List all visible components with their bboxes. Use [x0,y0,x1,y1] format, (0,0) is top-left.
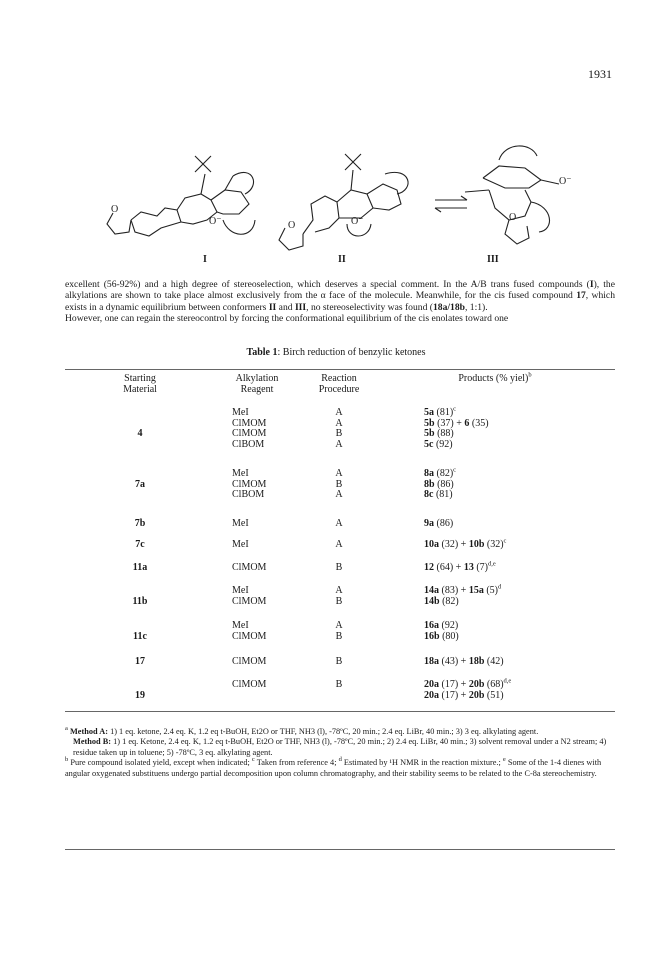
structure-II [279,154,408,250]
reagent-cell: MeI [232,585,249,596]
reagent-cell: ClMOM [232,562,267,573]
footnote-method-a: $^a$ Method A: 1) 1 eq. ketone, 2.4 eq. K, 1.2 eq t-BuOH, Et2O or THF, NH3 (l), -78ºC, 20 min.; 2.4 eq. LiBr, 40 min.; 3) 3 eq. alkylating agent. [65,725,539,736]
starting-material-cell: 11a [132,562,148,573]
yield-value: (51) [484,689,504,701]
conformer-structures-drawing [85,128,595,270]
procedure-cell: A [335,438,343,450]
yield-value: (32) [484,539,504,550]
starting-material-cell: 7a [135,478,145,490]
procedure-cell: B [335,478,343,490]
compound-number: 6 [464,417,470,429]
structure-III [465,146,559,244]
footnote-mark: d [497,583,502,591]
products-cell [424,440,453,451]
compound-number: 8a [424,468,434,479]
compound-number: 20a [424,679,439,690]
structure-I [107,156,255,236]
compound-number: 15a [468,585,484,596]
footnote-method-b: Method B: 1) 1 eq. Ketone, 2.4 eq. K, 1.2 eq t-BuOH, Et2O or THF, NH3 (l), -78ºC, 20 min.; 2) 2.4 eq. LiBr, 40 min.; 3) solvent removal under a N2 stream; 4) residue taken up in toluene; 5) -78ºC, 3 eq. alkylating agent. [73,737,607,757]
compound-number: 10b [468,539,485,550]
conformer-figure [85,128,595,270]
procedure-cell: A [335,539,343,550]
compound-number: 20b [468,679,485,690]
compound-number: 20b [468,689,485,701]
header-alkylation-reagent: Alkylation Reagent [235,373,279,395]
atom-label-o: O [111,204,119,215]
starting-material-cell: 4 [137,428,143,440]
products-cell [424,519,453,530]
compound-number: 14b [424,595,440,607]
starting-material-cell: 11b [132,595,148,607]
table-top-rule [65,369,615,370]
procedure-cell: A [335,585,343,596]
compound-number: 18b [468,656,485,667]
table-footnotes [65,727,615,779]
page-number: 1931 [588,67,612,81]
yield-value: (81) [434,407,454,418]
yield-value: (92) [439,620,459,631]
atom-label-o-minus: O⁻ [559,176,572,187]
header-products: Products (% yiel)$^b$ [458,371,532,384]
procedure-cell: B [335,595,343,607]
reagent-cell: ClMOM [232,679,267,690]
atom-label-o-minus: O⁻ [351,216,364,227]
reagent-cell: ClMOM [232,478,267,490]
atom-label-o: O [288,220,296,231]
yield-value: (42) [484,656,504,667]
reagent-cell: ClBOM [232,438,265,450]
compound-number: 20a [424,689,439,701]
procedure-cell: A [335,468,343,479]
footnote-mark: c [453,405,457,413]
procedure-cell: B [335,656,343,667]
starting-material-cell: 17 [135,656,145,667]
procedure-cell: A [335,489,343,501]
procedure-cell: B [335,428,343,440]
compound-number: 14a [424,585,439,596]
yield-value: (17) + [439,689,469,701]
yield-value: (82) [434,468,454,479]
yield-value: (86) [434,518,454,529]
body-paragraph: excellent (56-92%) and a high degree of stereoselection, which deserves a special comment. In the A/B trans fused compounds (I), the alkylations are shown to take place almost exclusively from the α face of the molecule. Meanwhile, for the cis fused compound 17, which exists in a dynamic equilibrium between conformers II and III, no stereoselectivity was found (18a/18b, 1:1). [65,279,615,313]
structure-label-II: II [338,254,346,265]
products-cell [424,657,504,668]
equilibrium-arrows [435,196,467,212]
footnote-mark: d,e [503,677,512,685]
compound-number: 5c [424,438,434,450]
yield-value: (68) [484,679,504,690]
products-cell [424,537,507,551]
products-cell [424,632,459,643]
reagent-cell: ClMOM [232,595,267,607]
compound-number: 10a [424,539,439,550]
reagent-cell: ClMOM [232,417,267,429]
compound-number: 5b [424,417,435,429]
body-paragraph: However, one can regain the stereocontrol by forcing the conformational equilibrium of the cis enolates toward one [65,313,509,325]
compound-number: 8b [424,478,435,490]
compound-number: 8c [424,489,434,501]
yield-value: (83) + [439,585,469,596]
procedure-cell: A [335,417,343,429]
compound-number: 16a [424,620,439,631]
yield-value: (81) [433,489,453,501]
compound-number: 12 [424,562,434,573]
yield-value: (43) + [439,656,469,667]
starting-material-cell: 11c [133,630,147,642]
starting-material-cell: 7b [134,518,146,529]
procedure-cell: B [335,679,343,690]
footnote-mark: d,e [487,560,496,568]
atom-label-o-minus: O⁻ [209,216,222,227]
yield-value: (88) [434,428,454,440]
yield-value: (37) + [434,417,465,429]
header-reaction-procedure: Reaction Procedure [318,373,360,395]
procedure-cell: B [335,630,343,642]
procedure-cell: A [335,518,343,529]
yield-value: (86) [434,478,454,490]
body-text [65,279,615,325]
procedure-cell: A [335,407,343,418]
yield-value: (17) + [439,679,469,690]
reagent-cell: MeI [232,407,249,418]
reagent-cell: ClBOM [232,489,265,501]
procedure-cell: A [335,620,343,631]
footnote-notes: $^b$ Pure compound isolated yield, except when indicated; $^c$ Taken from reference 4; $^d$ Estimated by ¹H NMR in the reaction mixture.; $^e$ Some of the 1-4 dienes with angular oxygenated substituens undergo partial decomposition upon column chromatography, and their stability seems to be related to the C-8a stereochemistry. [65,756,602,778]
footnote-mark: c [503,537,507,545]
yield-value: (80) [439,630,459,642]
compound-number: 16b [424,630,440,642]
reagent-cell: MeI [232,468,249,479]
products-cell [424,597,459,608]
reagent-cell: MeI [232,620,249,631]
compound-number: 9a [424,518,434,529]
compound-number: 18a [424,656,439,667]
compound-number: 5b [424,428,435,440]
products-cell [424,560,496,574]
structure-label-III: III [487,254,499,265]
atom-label-o: O [509,212,517,223]
footnote-bottom-rule [65,849,615,850]
compound-number: 5a [424,407,434,418]
reagent-cell: MeI [232,539,249,550]
products-cell [424,490,453,501]
procedure-cell: B [335,562,343,573]
reagent-cell: ClMOM [232,428,267,440]
reagent-cell: ClMOM [232,630,267,642]
reagent-cell: ClMOM [232,656,267,667]
table-caption: Table 1: Birch reduction of benzylic ketones [246,347,426,358]
yield-value: (32) + [439,539,469,550]
products-cell [424,691,504,702]
compound-number: 13 [463,562,474,573]
yield-value: (64) + [434,562,464,573]
yield-value: (92) [433,438,453,450]
structure-label-I: I [203,254,207,265]
reagent-cell: MeI [232,518,249,529]
starting-material-cell: 7c [135,539,145,550]
yield-value: (7) [473,562,488,573]
footnote-mark: c [453,466,457,474]
yield-value: (35) [469,417,489,429]
starting-material-cell: 19 [135,689,145,701]
yield-value: (5) [483,585,498,596]
header-starting-material: Starting Material [123,373,157,395]
yield-value: (82) [439,595,459,607]
table-bottom-rule [65,711,615,712]
